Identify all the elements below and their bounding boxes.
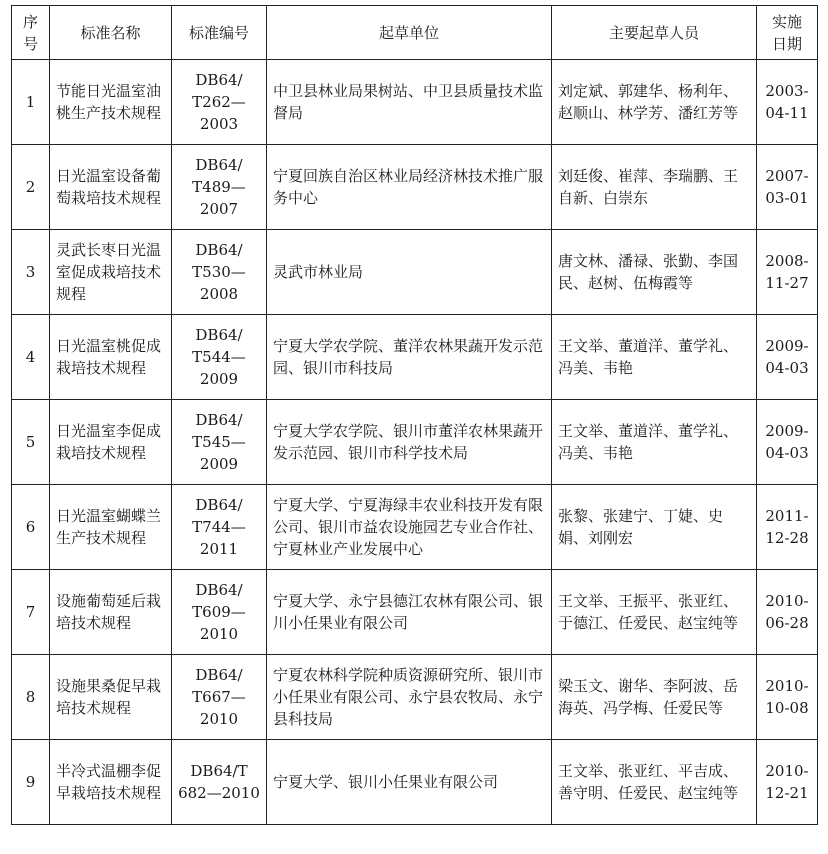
cell-people: 刘定斌、郭建华、杨利年、赵顺山、林学芳、潘红芳等 (552, 60, 757, 145)
cell-name: 设施果桑促早栽培技术规程 (50, 655, 172, 740)
table-row (12, 145, 818, 230)
cell-code: DB64/ T609— 2010 (172, 570, 267, 655)
cell-num: 3 (12, 230, 50, 315)
table-row (12, 740, 818, 825)
header-date-line1: 实施 (771, 12, 802, 31)
cell-num: 1 (12, 60, 50, 145)
cell-unit: 宁夏大学农学院、董洋农林果蔬开发示范园、银川市科技局 (267, 315, 552, 400)
table-row (12, 400, 818, 485)
cell-date: 2008- 11-27 (757, 230, 818, 315)
cell-name: 日光温室李促成栽培技术规程 (50, 400, 172, 485)
cell-name: 日光温室桃促成栽培技术规程 (50, 315, 172, 400)
cell-code: DB64/ T744— 2011 (172, 485, 267, 570)
cell-date: 2007- 03-01 (757, 145, 818, 230)
cell-people: 刘廷俊、崔萍、李瑞鹏、王自新、白崇东 (552, 145, 757, 230)
cell-unit: 灵武市林业局 (267, 230, 552, 315)
cell-date: 2011- 12-28 (757, 485, 818, 570)
cell-unit: 宁夏回族自治区林业局经济林技术推广服务中心 (267, 145, 552, 230)
cell-name: 半冷式温棚李促早栽培技术规程 (50, 740, 172, 825)
cell-name: 节能日光温室油桃生产技术规程 (50, 60, 172, 145)
header-date-line2: 日期 (771, 34, 802, 53)
cell-unit: 宁夏大学农学院、银川市董洋农林果蔬开发示范园、银川市科学技术局 (267, 400, 552, 485)
cell-unit: 宁夏大学、宁夏海绿丰农业科技开发有限公司、银川市益农设施园艺专业合作社、宁夏林业产业发展中心 (267, 485, 552, 570)
cell-num: 4 (12, 315, 50, 400)
cell-name: 灵武长枣日光温室促成栽培技术规程 (50, 230, 172, 315)
cell-num: 2 (12, 145, 50, 230)
cell-people: 王文举、董道洋、董学礼、冯美、韦艳 (552, 315, 757, 400)
cell-people: 王文举、王振平、张亚红、于德江、任爱民、赵宝纯等 (552, 570, 757, 655)
cell-unit: 宁夏农林科学院种质资源研究所、银川市小任果业有限公司、永宁县农牧局、永宁县科技局 (267, 655, 552, 740)
cell-date: 2009- 04-03 (757, 315, 818, 400)
cell-code: DB64/ T489— 2007 (172, 145, 267, 230)
cell-num: 8 (12, 655, 50, 740)
header-name: 标准名称 (50, 6, 172, 60)
header-num (12, 6, 50, 60)
cell-num: 9 (12, 740, 50, 825)
cell-name: 日光温室设备葡萄栽培技术规程 (50, 145, 172, 230)
cell-num: 7 (12, 570, 50, 655)
cell-code: DB64/T 682—2010 (172, 740, 267, 825)
cell-code: DB64/ T667— 2010 (172, 655, 267, 740)
cell-unit: 宁夏大学、永宁县德江农林有限公司、银川小任果业有限公司 (267, 570, 552, 655)
cell-code: DB64/ T545— 2009 (172, 400, 267, 485)
cell-people: 王文举、张亚红、平吉成、善守明、任爱民、赵宝纯等 (552, 740, 757, 825)
cell-people: 张黎、张建宁、丁婕、史娟、刘刚宏 (552, 485, 757, 570)
table-row (12, 655, 818, 740)
cell-date: 2010- 06-28 (757, 570, 818, 655)
table-row (12, 60, 818, 145)
table-row (12, 230, 818, 315)
header-code: 标准编号 (172, 6, 267, 60)
cell-date: 2009- 04-03 (757, 400, 818, 485)
header-num-line2: 号 (22, 34, 38, 53)
header-unit: 起草单位 (267, 6, 552, 60)
cell-date: 2010- 12-21 (757, 740, 818, 825)
header-people: 主要起草人员 (552, 6, 757, 60)
header-row (12, 6, 818, 60)
cell-unit: 宁夏大学、银川小任果业有限公司 (267, 740, 552, 825)
cell-unit: 中卫县林业局果树站、中卫县质量技术监督局 (267, 60, 552, 145)
cell-num: 5 (12, 400, 50, 485)
standards-table (11, 5, 818, 825)
table-row (12, 485, 818, 570)
cell-code: DB64/ T544— 2009 (172, 315, 267, 400)
cell-date: 2003- 04-11 (757, 60, 818, 145)
table-row (12, 570, 818, 655)
cell-name: 日光温室蝴蝶兰生产技术规程 (50, 485, 172, 570)
cell-people: 唐文林、潘禄、张勤、李国民、赵树、伍梅霞等 (552, 230, 757, 315)
cell-code: DB64/ T530— 2008 (172, 230, 267, 315)
cell-date: 2010- 10-08 (757, 655, 818, 740)
cell-num: 6 (12, 485, 50, 570)
table-row (12, 315, 818, 400)
cell-people: 梁玉文、谢华、李阿波、岳海英、冯学梅、任爱民等 (552, 655, 757, 740)
cell-people: 王文举、董道洋、董学礼、冯美、韦艳 (552, 400, 757, 485)
cell-code: DB64/ T262— 2003 (172, 60, 267, 145)
cell-name: 设施葡萄延后栽培技术规程 (50, 570, 172, 655)
header-num-line1: 序 (22, 12, 38, 31)
header-date (757, 6, 818, 60)
